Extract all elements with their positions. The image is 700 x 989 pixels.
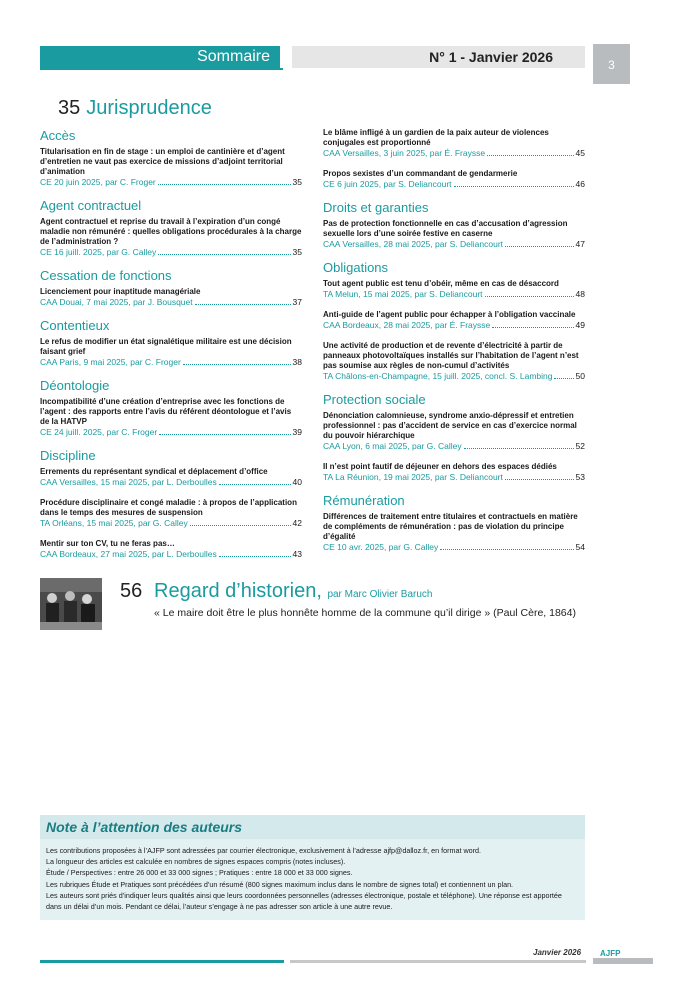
- issue-label: N° 1 - Janvier 2026: [292, 46, 585, 68]
- entry-title: Une activité de production et de revente d’électricité à partir de panneaux photovoltaïques installés sur l’habitation de l’agent n’est pas soumise aux règles de non-cumul d’activités: [323, 341, 579, 370]
- historian-quote: « Le maire doit être le plus honnête homme de la commune qu’il dirige » (Paul Cère, 1864): [154, 607, 576, 619]
- entry-citation: TA La Réunion, 19 mai 2025, par S. Deliancourt: [323, 472, 503, 482]
- entry-title: Mentir sur ton CV, tu ne feras pas…: [40, 539, 175, 548]
- entry-reference: [323, 320, 585, 331]
- toc-category: [323, 128, 585, 190]
- footer-rule-gray: [290, 960, 586, 963]
- footer-logo: AJFP: [600, 949, 621, 958]
- toc-category: [323, 392, 585, 483]
- entry-page: 52: [575, 441, 585, 451]
- leader-dots: [554, 371, 573, 379]
- entry-reference: [323, 289, 585, 300]
- category-title: Déontologie: [40, 378, 110, 393]
- leader-dots: [219, 549, 291, 557]
- historian-title-text: Regard d’historien,: [154, 580, 322, 602]
- entry-page: 48: [575, 289, 585, 299]
- authors-note-title: Note à l’attention des auteurs: [40, 815, 585, 839]
- leader-dots: [159, 427, 290, 435]
- entry-page: 49: [575, 320, 585, 330]
- section-header: Sommaire: [40, 46, 280, 68]
- historical-photo: [40, 578, 102, 630]
- note-line: Les rubriques Étude et Pratiques sont précédées d’un résumé (800 signes maximum inclus dans le nombre de signes total) et contiennent un plan.: [46, 879, 514, 889]
- category-title: Cessation de fonctions: [40, 268, 172, 283]
- leader-dots: [219, 477, 291, 485]
- entry-citation: CAA Paris, 9 mai 2025, par C. Froger: [40, 357, 181, 367]
- leader-dots: [505, 239, 574, 247]
- jurisprudence-title: [58, 97, 212, 120]
- entry-title: Pas de protection fonctionnelle en cas d’accusation d’agression sexuelle lors d’une soirée festive en caserne: [323, 219, 568, 238]
- leader-dots: [454, 179, 574, 187]
- toc-entry[interactable]: [323, 169, 585, 190]
- entry-reference: [323, 542, 585, 553]
- entry-title: Différences de traitement entre titulaires et contractuels en matière de compléments de rémunération : pas de violation du principe d’égalité: [323, 512, 578, 541]
- entry-page: 37: [292, 297, 302, 307]
- entry-page: 50: [575, 371, 585, 381]
- jurisprudence-page-number: 35: [58, 97, 81, 119]
- entry-page: 39: [292, 427, 302, 437]
- category-title: Obligations: [323, 260, 389, 275]
- note-line: La longueur des articles est calculée en nombres de signes espaces compris (notes incluses).: [46, 857, 346, 867]
- toc-entry[interactable]: [323, 279, 585, 300]
- entry-title: Errements du représentant syndical et déplacement d’office: [40, 467, 268, 476]
- entry-page: 53: [575, 472, 585, 482]
- entry-citation: CAA Versailles, 15 mai 2025, par L. Derboulles: [40, 477, 217, 487]
- entry-title: Agent contractuel et reprise du travail à l’expiration d’un congé maladie non rémunéré : quelles obligations procédurales à la charge de l’administration ?: [40, 217, 302, 246]
- entry-reference: [40, 177, 302, 188]
- footer-date: Janvier 2026: [533, 948, 582, 957]
- entry-title: Procédure disciplinaire et congé maladie : à propos de l’application dans le temps des mesures de suspension: [40, 498, 297, 517]
- entry-reference: [323, 371, 585, 382]
- entry-citation: CAA Lyon, 6 mai 2025, par G. Calley: [323, 441, 462, 451]
- entry-title: Dénonciation calomnieuse, syndrome anxio-dépressif et entretien professionnel : pas d’accident de service en cas d’exercice normal du pouvoir hiérarchique: [323, 411, 577, 440]
- entry-reference: [323, 148, 585, 159]
- leader-dots: [440, 542, 573, 550]
- footer-tab: [593, 958, 653, 964]
- entry-reference: [323, 179, 585, 190]
- toc-column-right: [323, 128, 585, 563]
- toc-entry[interactable]: [40, 287, 302, 308]
- entry-title: Incompatibilité d’une création d’entreprise avec les fonctions de l’agent : des rapports entre l’avis du référent déontologue et l’avis de la HATVP: [40, 397, 292, 426]
- toc-entry[interactable]: [323, 411, 585, 452]
- entry-page: 43: [292, 549, 302, 559]
- entry-citation: TA Melun, 15 mai 2025, par S. Deliancourt: [323, 289, 483, 299]
- toc-entry[interactable]: [323, 310, 585, 331]
- toc-category: [40, 378, 302, 438]
- entry-citation: TA Orléans, 15 mai 2025, par G. Calley: [40, 518, 188, 528]
- entry-citation: CAA Versailles, 28 mai 2025, par S. Deliancourt: [323, 239, 504, 249]
- leader-dots: [487, 148, 573, 156]
- entry-citation: CE 10 avr. 2025, par G. Calley: [323, 542, 439, 552]
- entry-citation: CAA Douai, 7 mai 2025, par J. Bousquet: [40, 297, 193, 307]
- entry-page: 38: [292, 357, 302, 367]
- toc-entry[interactable]: [40, 467, 302, 488]
- entry-reference: [40, 297, 302, 308]
- entry-page: 35: [292, 177, 302, 187]
- jurisprudence-label: Jurisprudence: [86, 97, 212, 119]
- footer-rule: [40, 960, 284, 963]
- toc-entry[interactable]: [40, 539, 302, 560]
- toc-column-left: [40, 128, 302, 570]
- category-title: Protection sociale: [323, 392, 426, 407]
- leader-dots: [158, 247, 290, 255]
- entry-page: 42: [292, 518, 302, 528]
- entry-citation: CAA Bordeaux, 28 mai 2025, par É. Fraysse: [323, 320, 491, 330]
- toc-category: [323, 200, 585, 250]
- toc-entry[interactable]: [40, 337, 302, 368]
- entry-page: 40: [292, 477, 302, 487]
- leader-dots: [485, 289, 574, 297]
- entry-citation: CE 16 juill. 2025, par G. Calley: [40, 247, 157, 257]
- leader-dots: [190, 518, 291, 526]
- entry-reference: [40, 247, 302, 258]
- toc-entry[interactable]: [40, 147, 302, 188]
- entry-page: 45: [575, 148, 585, 158]
- entry-title: Anti-guide de l’agent public pour échapper à l’obligation vaccinale: [323, 310, 576, 319]
- entry-page: 35: [292, 247, 302, 257]
- entry-reference: [323, 239, 585, 250]
- entry-reference: [40, 477, 302, 488]
- toc-category: [40, 268, 302, 308]
- toc-category: [323, 260, 585, 382]
- historian-author: par Marc Olivier Baruch: [327, 589, 433, 600]
- toc-category: [40, 318, 302, 368]
- entry-page: 47: [575, 239, 585, 249]
- leader-dots: [158, 177, 291, 185]
- entry-citation: CAA Versailles, 3 juin 2025, par É. Fraysse: [323, 148, 486, 158]
- leader-dots: [464, 441, 574, 449]
- category-title: Droits et garanties: [323, 200, 429, 215]
- category-title: Discipline: [40, 448, 96, 463]
- toc-entry[interactable]: [323, 512, 585, 553]
- toc-entry[interactable]: [323, 341, 585, 382]
- note-line: Étude / Perspectives : entre 26 000 et 33 000 signes ; Pratiques : entre 18 000 et 33 000 signes.: [46, 868, 353, 878]
- page-number: 3: [593, 44, 630, 84]
- leader-dots: [195, 297, 291, 305]
- entry-reference: [40, 427, 302, 438]
- toc-category: [323, 493, 585, 553]
- entry-reference: [323, 441, 585, 452]
- entry-citation: CE 20 juin 2025, par C. Froger: [40, 177, 156, 187]
- toc-entry[interactable]: [40, 217, 302, 258]
- toc-category: [40, 198, 302, 258]
- toc-entry[interactable]: [323, 128, 585, 159]
- entry-title: Le blâme infligé à un gardien de la paix auteur de violences conjugales est proportionné: [323, 128, 549, 147]
- leader-dots: [505, 472, 574, 480]
- note-line: Les auteurs sont priés d’indiquer leurs qualités ainsi que leurs coordonnées personnelles (adresses électronique, postale et téléphone). Une réponse est apportée dans un délai d’un mois. Pendant ce délai, l’auteur s’engage à ne pas adresser son article à une autre revue.: [46, 890, 562, 912]
- entry-reference: [323, 472, 585, 483]
- entry-citation: CE 24 juill. 2025, par C. Froger: [40, 427, 158, 437]
- entry-citation: CAA Bordeaux, 27 mai 2025, par L. Derboulles: [40, 549, 217, 559]
- entry-page: 54: [575, 542, 585, 552]
- category-title: Agent contractuel: [40, 198, 142, 213]
- toc-entry[interactable]: [40, 397, 302, 438]
- entry-title: Propos sexistes d’un commandant de gendarmerie: [323, 169, 518, 178]
- entry-citation: TA Châlons-en-Champagne, 15 juill. 2025, concl. S. Lambing: [323, 371, 553, 381]
- historian-title: [154, 580, 432, 603]
- toc-category: [40, 128, 302, 188]
- entry-title: Licenciement pour inaptitude managériale: [40, 287, 201, 296]
- entry-page: 46: [575, 179, 585, 189]
- entry-reference: [40, 357, 302, 368]
- toc-entry[interactable]: [40, 498, 302, 529]
- leader-dots: [183, 357, 291, 365]
- entry-title: Il n’est point fautif de déjeuner en dehors des espaces dédiés: [323, 462, 557, 471]
- category-title: Accès: [40, 128, 76, 143]
- authors-note-body: [40, 839, 585, 912]
- toc-entry[interactable]: [323, 462, 585, 483]
- entry-citation: CE 6 juin 2025, par S. Deliancourt: [323, 179, 452, 189]
- entry-reference: [40, 549, 302, 560]
- entry-title: Titularisation en fin de stage : un emploi de cantinière et d’agent d’entretien ne vaut pas exercice de missions d’adjoint territorial d’animation: [40, 147, 285, 176]
- historian-page-number: 56: [120, 580, 143, 602]
- category-title: Rémunération: [323, 493, 405, 508]
- authors-note: [40, 815, 585, 920]
- entry-title: Le refus de modifier un état signalétique militaire est une décision faisant grief: [40, 337, 292, 356]
- header-rule: [40, 68, 283, 70]
- note-line: Les contributions proposées à l’AJFP sont adressées par courrier électronique, exclusivement à l’adresse ajfp@dalloz.fr, en format word.: [46, 846, 482, 855]
- toc-entry[interactable]: [323, 219, 585, 250]
- entry-title: Tout agent public est tenu d’obéir, même en cas de désaccord: [323, 279, 559, 288]
- toc-category: [40, 448, 302, 560]
- leader-dots: [492, 320, 573, 328]
- category-title: Contentieux: [40, 318, 110, 333]
- entry-reference: [40, 518, 302, 529]
